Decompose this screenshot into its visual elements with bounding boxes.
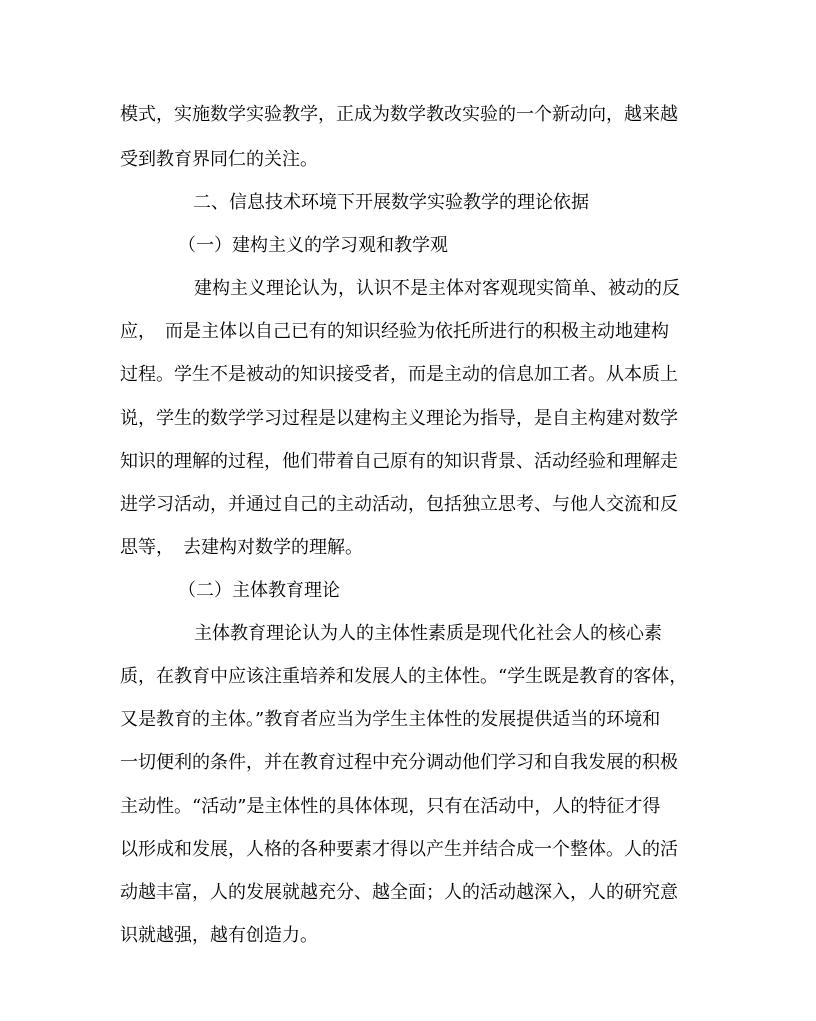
text-line-18: 以形成和发展，人格的各种要素才得以产生并结合成一个整体。人的活	[120, 839, 678, 860]
text-line-5: 建构主义理论认为，认识不是主体对客观现实简单、被动的反	[194, 278, 680, 299]
text-line-6: 应， 而是主体以自己已有的知识经验为依托所进行的积极主动地建构	[120, 321, 669, 342]
subsection-heading-1: （一）建构主义的学习观和教学观	[178, 235, 448, 256]
text-line-17: 主动性。“活动”是主体性的具体体现，只有在活动中，人的特征才得	[120, 796, 661, 817]
subsection-heading-2: （二）主体教育理论	[178, 580, 340, 601]
text-line-14: 质，在教育中应该注重培养和发展人的主体性。“学生既是教育的客体，	[120, 666, 688, 687]
text-line-13: 主体教育理论认为人的主体性素质是现代化社会人的核心素	[194, 623, 662, 644]
text-line-20: 识就越强，越有创造力。	[120, 925, 318, 946]
text-line-16: 一切便利的条件，并在教育过程中充分调动他们学习和自我发展的积极	[120, 752, 678, 773]
section-heading-2: 二、信息技术环境下开展数学实验教学的理论依据	[193, 192, 589, 213]
text-line-19: 动越丰富，人的发展就越充分、越全面；人的活动越深入，人的研究意	[120, 882, 678, 903]
text-line-2: 受到教育界同仁的关注。	[120, 149, 318, 170]
text-line-1: 模式，实施数学实验教学，正成为数学教改实验的一个新动向，越来越	[120, 104, 678, 125]
text-line-8: 说，学生的数学学习过程是以建构主义理论为指导，是自主构建对数学	[120, 408, 678, 429]
text-line-7: 过程。学生不是被动的知识接受者，而是主动的信息加工者。从本质上	[120, 364, 678, 385]
text-line-9: 知识的理解的过程，他们带着自己原有的知识背景、活动经验和理解走	[120, 451, 678, 472]
text-line-15: 又是教育的主体。”教育者应当为学生主体性的发展提供适当的环境和	[120, 709, 661, 730]
text-line-10: 进学习活动，并通过自己的主动活动，包括独立思考、与他人交流和反	[120, 494, 678, 515]
text-line-11: 思等， 去建构对数学的理解。	[120, 537, 363, 558]
